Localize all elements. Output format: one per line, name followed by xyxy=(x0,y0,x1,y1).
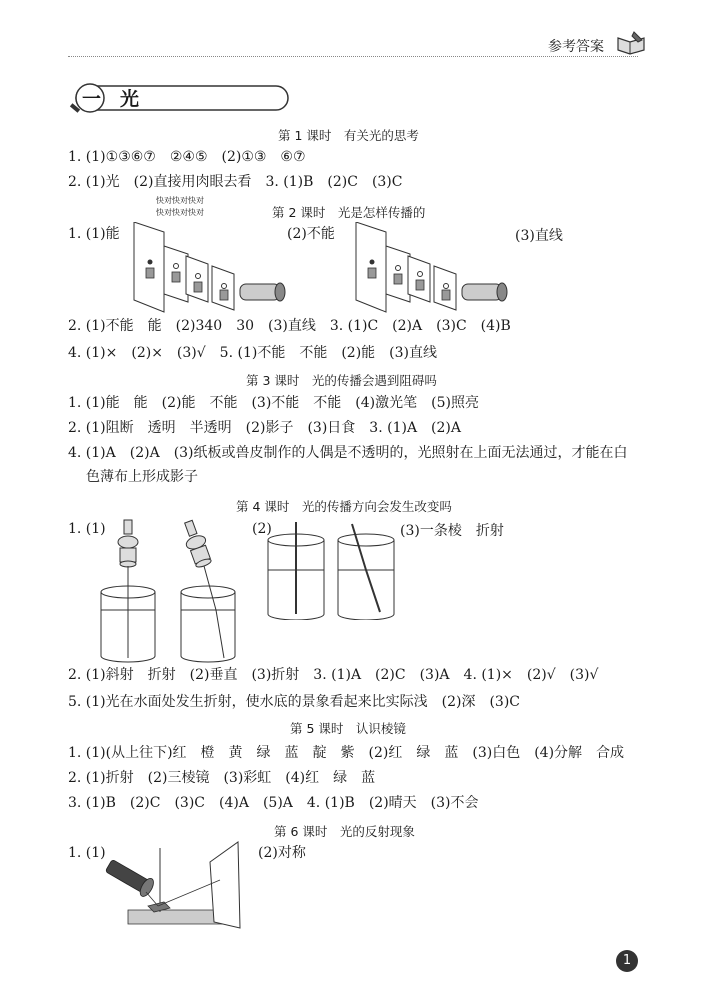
l4-answer-2: 2. (1)斜射 折射 (2)垂直 (3)折射 3. (1)A (2)C (3)A 4. (1)× (2)√ (3)√ xyxy=(68,667,599,683)
l3-answer-1: 1. (1)能 能 (2)能 不能 (3)不能 不能 (4)激光笔 (5)照亮 xyxy=(68,395,479,411)
l2-note-2: 快对快对快对 xyxy=(156,208,204,217)
lesson-1-title: 第 1 课时 有关光的思考 xyxy=(278,128,419,143)
l3-answer-4b: 色薄布上形成影子 xyxy=(86,469,198,485)
header-divider xyxy=(68,56,638,57)
l1-answer-2: 2. (1)光 (2)直接用肉眼去看 3. (1)B (2)C (3)C xyxy=(68,174,403,190)
l4-answer-1b: (2) xyxy=(252,521,272,537)
l5-answer-1: 1. (1)(从上往下)红 橙 黄 绿 蓝 靛 紫 (2)红 绿 蓝 (3)白色 (4)分解 合成 xyxy=(68,745,625,761)
l5-answer-3: 3. (1)B (2)C (3)C (4)A (5)A 4. (1)B (2)晴天 (3)不会 xyxy=(68,795,479,811)
l4-answer-1c: (3)一条棱 折射 xyxy=(400,523,504,539)
page-number: 1 xyxy=(616,950,638,972)
l3-answer-2: 2. (1)阻断 透明 半透明 (2)影子 (3)日食 3. (1)A (2)A xyxy=(68,420,461,436)
cards-flashlight-figure-2 xyxy=(350,222,510,314)
chapter-number: 一 xyxy=(82,88,102,110)
l1-answer-1: 1. (1)①③⑥⑦ ②④⑤ (2)①③ ⑥⑦ xyxy=(68,149,306,165)
lesson-4-title: 第 4 课时 光的传播方向会发生改变吗 xyxy=(236,499,452,514)
header-title: 参考答案 xyxy=(548,39,604,55)
l2-answer-4: 4. (1)× (2)× (3)√ 5. (1)不能 不能 (2)能 (3)直线 xyxy=(68,345,437,361)
book-pencil-icon xyxy=(616,30,646,56)
l2-answer-2: 2. (1)不能 能 (2)340 30 (3)直线 3. (1)C (2)A (3)C (4)B xyxy=(68,318,511,334)
l4-answer-5: 5. (1)光在水面处发生折射，使水底的景象看起来比实际浅 (2)深 (3)C xyxy=(68,694,521,710)
l2-note-1: 快对快对快对 xyxy=(156,196,204,205)
l5-answer-2: 2. (1)折射 (2)三棱镜 (3)彩虹 (4)红 绿 蓝 xyxy=(68,770,376,786)
lesson-2-title: 第 2 课时 光是怎样传播的 xyxy=(272,205,426,220)
l2-answer-1c: (3)直线 xyxy=(515,228,563,244)
l2-answer-1b: (2)不能 xyxy=(287,226,335,242)
chopstick-water-figure xyxy=(266,520,406,620)
l3-answer-4a: 4. (1)A (2)A (3)纸板或兽皮制作的人偶是不透明的，光照射在上面无法通过，才能在白 xyxy=(68,445,628,461)
refraction-flashlight-figure xyxy=(100,518,240,663)
lesson-3-title: 第 3 课时 光的传播会遇到阻碍吗 xyxy=(246,373,437,388)
l6-answer-1b: (2)对称 xyxy=(258,845,306,861)
chapter-title: 光 xyxy=(120,88,140,110)
l6-answer-1a: 1. (1) xyxy=(68,845,106,861)
l2-answer-1a: 1. (1)能 xyxy=(68,226,120,242)
cards-flashlight-figure-1 xyxy=(128,222,288,314)
mirror-reflection-figure xyxy=(98,840,248,930)
lesson-5-title: 第 5 课时 认识棱镜 xyxy=(290,721,406,736)
l4-answer-1a: 1. (1) xyxy=(68,521,106,537)
lesson-6-title: 第 6 课时 光的反射现象 xyxy=(274,824,415,839)
